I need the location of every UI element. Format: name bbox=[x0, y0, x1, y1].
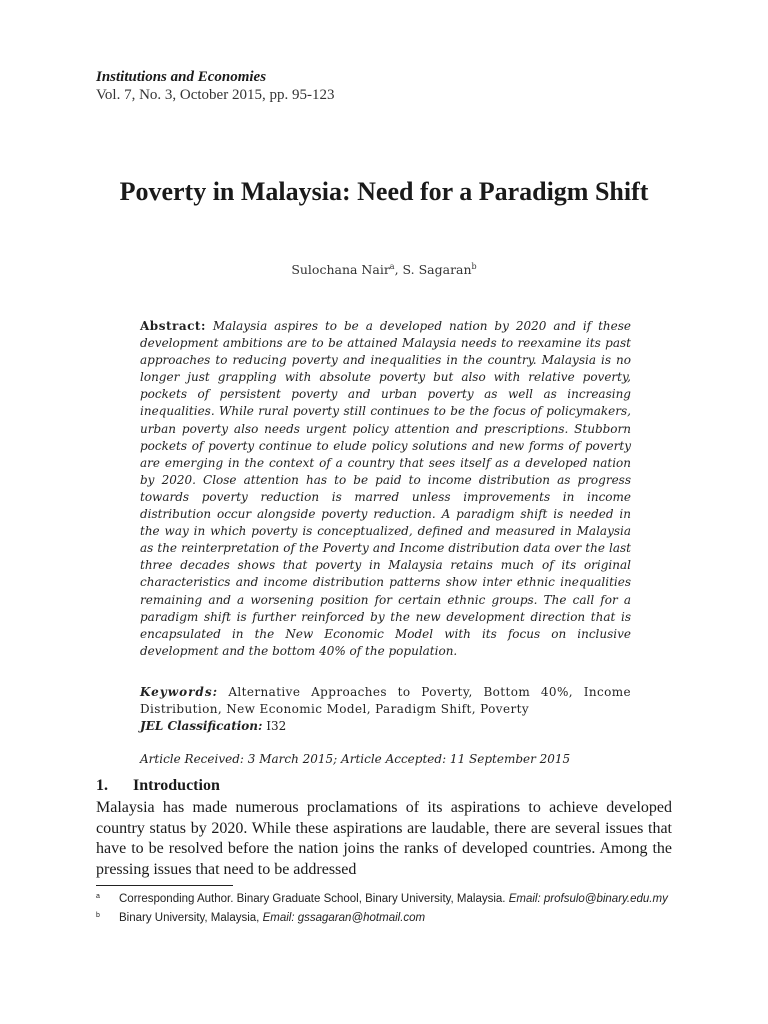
footnote-text: Binary University, Malaysia, bbox=[119, 912, 260, 924]
abstract-label: Abstract: bbox=[140, 319, 206, 333]
section-number: 1. bbox=[96, 777, 108, 794]
jel-classification bbox=[140, 718, 286, 735]
footnote-email-label: Email: bbox=[508, 893, 544, 905]
journal-header bbox=[96, 68, 334, 104]
abstract bbox=[140, 318, 631, 660]
journal-name: Institutions and Economies bbox=[96, 69, 267, 85]
keywords bbox=[140, 684, 631, 718]
section-title: Introduction bbox=[133, 777, 220, 794]
author-name: Sulochana Nair bbox=[291, 262, 390, 278]
author-affiliation-mark: b bbox=[471, 262, 477, 271]
jel-value: I32 bbox=[266, 719, 287, 733]
footnote bbox=[96, 892, 676, 907]
footnote bbox=[96, 911, 676, 926]
article-dates: Article Received: 3 March 2015; Article Accepted: 11 September 2015 bbox=[140, 752, 571, 766]
paper-title: Poverty in Malaysia: Need for a Paradigm Shift bbox=[119, 177, 649, 206]
journal-volume-line: Vol. 7, No. 3, October 2015, pp. 95-123 bbox=[96, 87, 335, 103]
jel-label: JEL Classification: bbox=[140, 719, 263, 733]
footnotes bbox=[96, 892, 676, 930]
author-separator: , bbox=[394, 262, 403, 278]
footnote-mark: a bbox=[96, 893, 100, 900]
body-paragraph: Malaysia has made numerous proclamations of its aspirations to achieve developed country status by 2020. While these aspirations are laudable, there are several issues that have to be resolved before the nation joins the ranks of developed countries. Among the pressing issues that need to be addressed bbox=[96, 799, 672, 878]
footnote-email-link[interactable]: profsulo@binary.edu.my bbox=[543, 893, 668, 905]
footnote-email-link[interactable]: gssagaran@hotmail.com bbox=[297, 912, 426, 924]
section-heading bbox=[96, 776, 220, 796]
footnote-text: Corresponding Author. Binary Graduate School, Binary University, Malaysia. bbox=[119, 893, 506, 905]
footnote-mark: b bbox=[96, 912, 100, 919]
keywords-label: Keywords: bbox=[140, 685, 219, 699]
author-affiliation-mark: a bbox=[389, 262, 395, 271]
author-line bbox=[80, 262, 688, 277]
abstract-text: Malaysia aspires to be a developed nation by 2020 and if these development ambitions are to be attained Malaysia needs to reexamine its past approaches to reducing poverty and inequalities in the country. Malaysia is no longer just grappling with absolute poverty but also with relative poverty, pockets of persistent poverty and urban poverty as well as increasing inequalities. While rural poverty still continues to be the focus of policymakers, urban poverty also needs urgent policy attention and prescriptions. Stubborn pockets of poverty continue to elude policy solutions and new forms of poverty are emerging in the context of a country that sees itself as a developed nation by 2020. Close attention has to be paid to income distribution as progress towards poverty reduction is marred unless improvements in income distribution occur alongside poverty reduction. A paradigm shift is needed in the way in which poverty is conceptualized, defined and measured in Malaysia as the reinterpretation of the Poverty and Income distribution data over the last three decades shows that poverty in Malaysia retains much of its original characteristics and income distribution patterns show inter ethnic inequalities remaining and a worsening position for certain ethnic groups. The call for a paradigm shift is further reinforced by the new development direction that is encapsulated in the New Economic Model with its focus on inclusive development and the bottom 40% of the population. bbox=[140, 319, 631, 658]
footnote-email-label: Email: bbox=[262, 912, 298, 924]
footnote-divider bbox=[96, 885, 233, 886]
author-name: S. Sagaran bbox=[402, 262, 472, 278]
keywords-text: Alternative Approaches to Poverty, Bottom 40%, Income Distribution, New Economic Model, Paradigm Shift, Poverty bbox=[140, 685, 631, 716]
